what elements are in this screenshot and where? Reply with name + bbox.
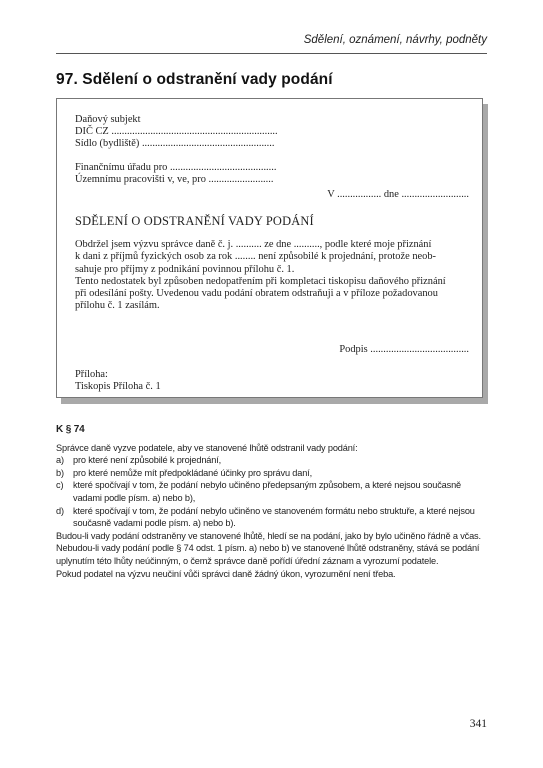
form-paragraph-line: při odesílání pošty. Uvedenou vadu podání obratem odstraňuji a v příloze požadovanou bbox=[75, 288, 438, 300]
running-header: Sdělení, oznámení, návrhy, podněty bbox=[303, 34, 487, 46]
law-item-label: b) bbox=[56, 467, 64, 478]
page-number: 341 bbox=[469, 718, 487, 730]
law-item bbox=[56, 454, 488, 467]
section-heading: 97. Sdělení o odstranění vady podání bbox=[56, 71, 333, 88]
law-item bbox=[56, 467, 488, 480]
law-commentary bbox=[56, 424, 488, 580]
form-paragraph bbox=[75, 239, 475, 313]
form-title: SDĚLENÍ O ODSTRANĚNÍ VADY PODÁNÍ bbox=[75, 214, 314, 228]
form-template bbox=[56, 98, 483, 398]
form-signature: Podpis ...................................... bbox=[339, 344, 469, 355]
law-item-text: pro které nemůže mít předpokládané účinky pro správu daní, bbox=[73, 467, 312, 478]
form-dic: DIČ CZ ................................................................ bbox=[75, 126, 278, 137]
law-item-label: a) bbox=[56, 455, 64, 466]
law-item bbox=[56, 505, 488, 530]
form-paragraph-line: přílohu č. 1 zasílám. bbox=[75, 300, 160, 312]
form-paragraph-line: k dani z příjmů fyzických osob za rok ........ není způsobilé k projednání, protože neob- bbox=[75, 251, 436, 263]
form-tax-office: Finančnímu úřadu pro ......................................... bbox=[75, 162, 277, 173]
form-place-date: V ................. dne .......................... bbox=[327, 189, 469, 200]
form-tax-subject: Daňový subjekt bbox=[75, 114, 141, 125]
law-paragraph: Budou-li vady podání odstraněny ve stanovené lhůtě, hledí se na podání, jako by bylo učiněno řádně a včas. bbox=[56, 530, 481, 541]
law-title: K § 74 bbox=[56, 424, 85, 435]
form-seat: Sídlo (bydliště) ................................................... bbox=[75, 138, 275, 149]
form-attachment-value: Tiskopis Příloha č. 1 bbox=[75, 381, 161, 392]
form-paragraph-line: Tento nedostatek byl způsoben nedopatřením při kompletaci tiskopisu daňového přiznání bbox=[75, 275, 446, 287]
law-item-text: které spočívají v tom, že podání nebylo učiněno ve stanoveném formátu nebo struktuře, a které nejsou současně vadami podle písm. a) nebo b). bbox=[73, 505, 475, 529]
law-paragraph: Nebudou-li vady podání podle § 74 odst. 1 písm. a) nebo b) ve stanovené lhůtě odstraněny, stává se podání uplynutím této lhůty neúčinným, o čemž správce daně pořídí úřední záznam a vyrozumí podatele. bbox=[56, 543, 480, 566]
law-item-text: které spočívají v tom, že podání nebylo učiněno předepsaným způsobem, a které nejsou současně vadami podle písm. a) nebo b), bbox=[73, 480, 461, 503]
form-paragraph-line: sahuje pro příjmy z podnikání povinnou přílohu č. 1. bbox=[75, 263, 295, 275]
header-rule bbox=[56, 53, 487, 54]
law-paragraph: Pokud podatel na výzvu neučiní vůči správci daně žádný úkon, vyrozumění není třeba. bbox=[56, 568, 396, 579]
form-attachment-label: Příloha: bbox=[75, 369, 108, 380]
law-item-label: d) bbox=[56, 505, 64, 516]
form-paragraph-line: Obdržel jsem výzvu správce daně č. j. .......... ze dne .........., podle které moje přiznání bbox=[75, 239, 432, 250]
form-territorial-office: Územnímu pracovišti v, ve, pro ......................... bbox=[75, 174, 274, 185]
law-item bbox=[56, 479, 488, 504]
law-intro: Správce daně vyzve podatele, aby ve stanovené lhůtě odstranil vady podání: bbox=[56, 442, 358, 453]
law-item-label: c) bbox=[56, 480, 64, 491]
law-item-text: pro které není způsobilé k projednání, bbox=[73, 455, 222, 466]
